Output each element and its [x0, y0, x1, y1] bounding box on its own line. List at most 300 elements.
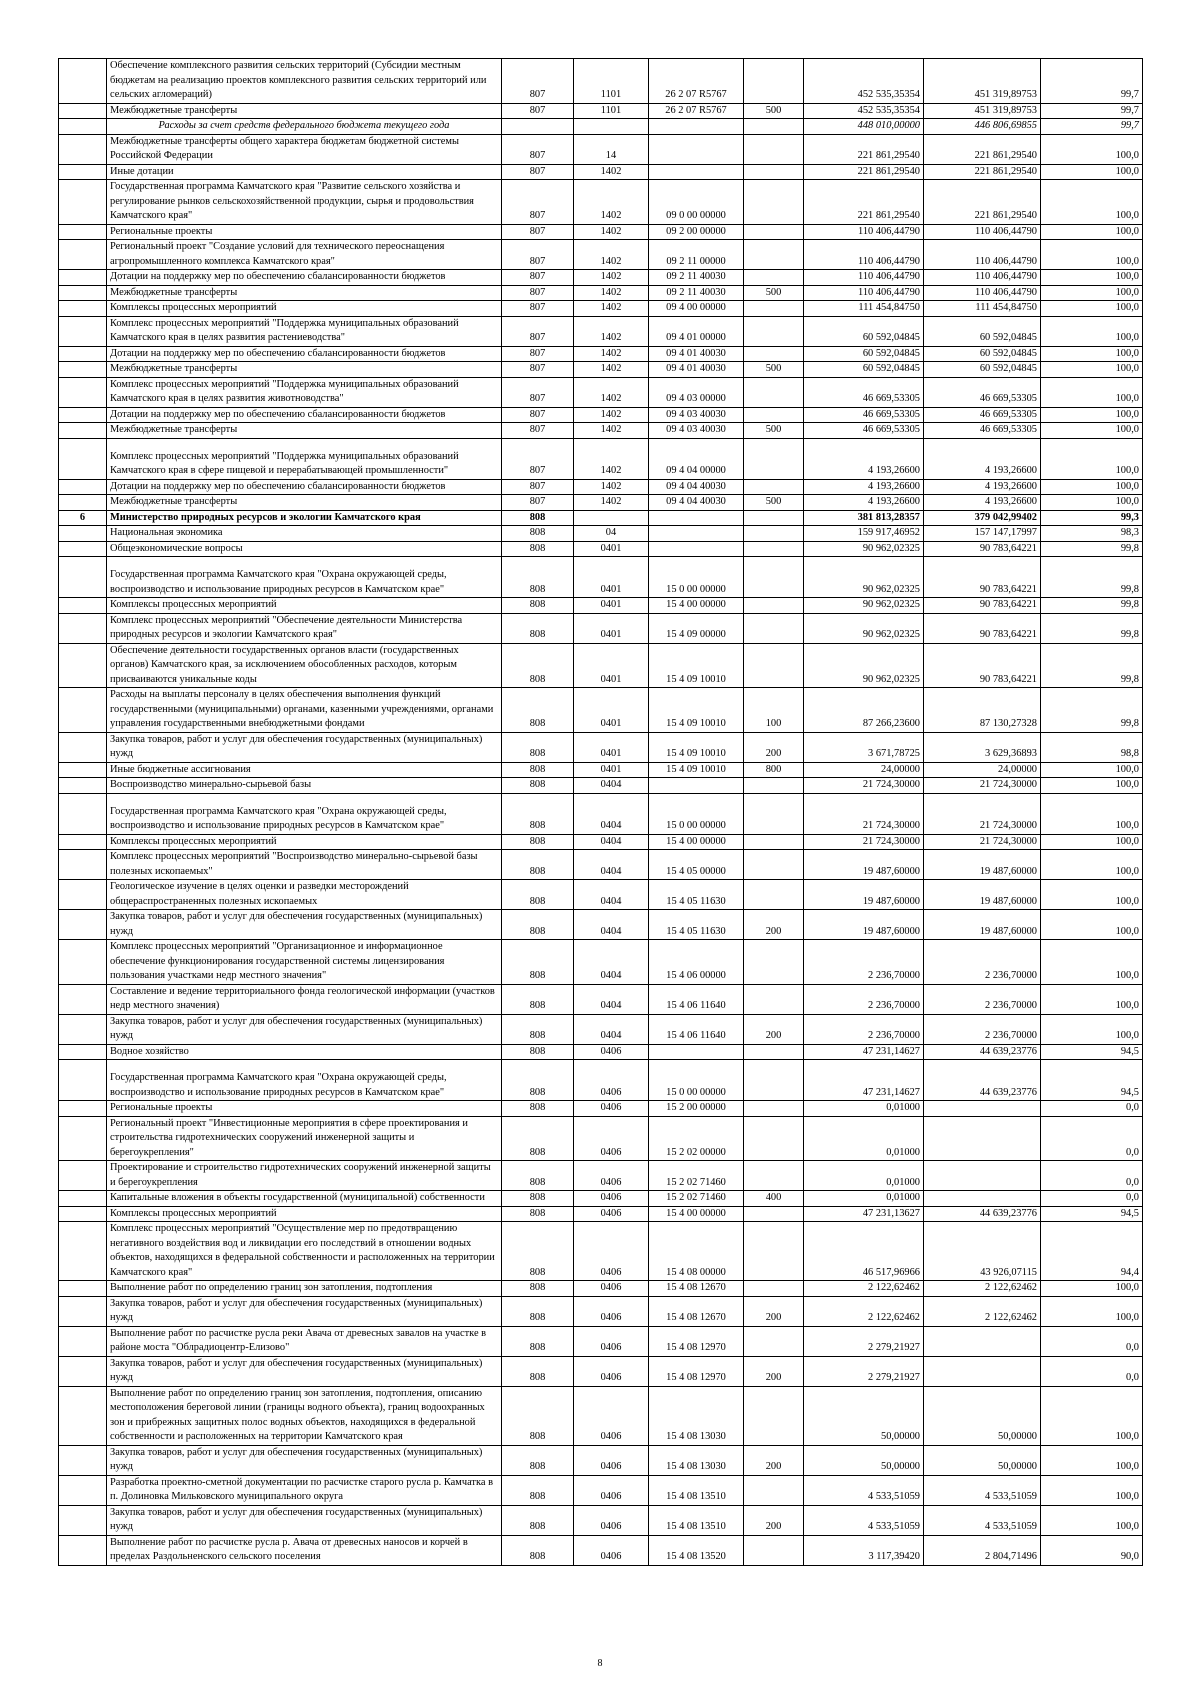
table-row	[59, 407, 1143, 423]
section-code-cell: 0404	[574, 880, 649, 910]
planned-amount-cell: 19 487,60000	[804, 880, 924, 910]
target-article-cell	[649, 164, 744, 180]
expense-type-cell	[744, 1060, 804, 1101]
row-number-cell	[59, 362, 107, 378]
expense-name-cell: Комплекс процессных мероприятий "Воспроизводство минерально-сырьевой базы полезных ископаемых"	[107, 850, 502, 880]
department-code-cell: 808	[502, 1326, 574, 1356]
actual-amount-cell: 19 487,60000	[924, 910, 1041, 940]
expense-name-cell: Комплекс процессных мероприятий "Поддержка муниципальных образований Камчатского края в целях развития растениеводства"	[107, 316, 502, 346]
target-article-cell: 09 2 11 40030	[649, 285, 744, 301]
expense-name-cell: Составление и ведение территориального фонда геологической информации (участков недр местного значения)	[107, 984, 502, 1014]
table-row	[59, 479, 1143, 495]
target-article-cell: 09 4 03 40030	[649, 423, 744, 439]
expense-name-cell: Государственная программа Камчатского края "Охрана окружающей среды, воспроизводство и использование природных ресурсов в Камчатском крае"	[107, 1060, 502, 1101]
target-article-cell: 15 2 02 00000	[649, 1116, 744, 1161]
row-number-cell	[59, 164, 107, 180]
table-row	[59, 316, 1143, 346]
target-article-cell	[649, 526, 744, 542]
section-code-cell: 1402	[574, 423, 649, 439]
department-code-cell: 808	[502, 1445, 574, 1475]
planned-amount-cell: 3 117,39420	[804, 1535, 924, 1565]
target-article-cell: 09 4 04 00000	[649, 438, 744, 479]
expense-name-cell: Закупка товаров, работ и услуг для обеспечения государственных (муниципальных) нужд	[107, 1356, 502, 1386]
table-row	[59, 541, 1143, 557]
execution-percent-cell: 98,3	[1041, 526, 1143, 542]
target-article-cell: 09 4 04 40030	[649, 495, 744, 511]
row-number-cell	[59, 850, 107, 880]
execution-percent-cell: 99,7	[1041, 59, 1143, 104]
execution-percent-cell: 100,0	[1041, 495, 1143, 511]
planned-amount-cell: 110 406,44790	[804, 224, 924, 240]
actual-amount-cell: 110 406,44790	[924, 240, 1041, 270]
actual-amount-cell	[924, 1191, 1041, 1207]
planned-amount-cell: 19 487,60000	[804, 910, 924, 940]
section-code-cell: 0404	[574, 984, 649, 1014]
planned-amount-cell: 111 454,84750	[804, 301, 924, 317]
actual-amount-cell: 2 122,62462	[924, 1296, 1041, 1326]
expense-name-cell: Выполнение работ по расчистке русла реки Авача от древесных завалов на участке в районе моста "Облрадиоцентр-Елизово"	[107, 1326, 502, 1356]
section-code-cell: 0404	[574, 850, 649, 880]
section-code-cell: 1402	[574, 180, 649, 225]
table-row	[59, 1475, 1143, 1505]
expense-name-cell: Обеспечение деятельности государственных органов власти (государственных органов) Камчатского края, за исключением обособленных расходов, которым присваиваются уникальные коды	[107, 643, 502, 688]
planned-amount-cell: 0,01000	[804, 1161, 924, 1191]
expense-type-cell	[744, 346, 804, 362]
row-number-cell	[59, 643, 107, 688]
expense-name-cell: Обеспечение комплексного развития сельских территорий (Субсидии местным бюджетам на реализацию проектов комплексного развития сельских территорий или сельских агломераций)	[107, 59, 502, 104]
row-number-cell	[59, 407, 107, 423]
execution-percent-cell: 90,0	[1041, 1535, 1143, 1565]
expense-name-cell: Закупка товаров, работ и услуг для обеспечения государственных (муниципальных) нужд	[107, 1505, 502, 1535]
department-code-cell: 808	[502, 850, 574, 880]
expense-type-cell	[744, 1044, 804, 1060]
row-number-cell	[59, 762, 107, 778]
planned-amount-cell: 60 592,04845	[804, 362, 924, 378]
table-row	[59, 940, 1143, 985]
planned-amount-cell: 4 193,26600	[804, 479, 924, 495]
execution-percent-cell: 99,7	[1041, 119, 1143, 135]
execution-percent-cell: 100,0	[1041, 423, 1143, 439]
section-code-cell: 0401	[574, 688, 649, 733]
target-article-cell: 26 2 07 R5767	[649, 59, 744, 104]
expense-name-cell: Геологическое изучение в целях оценки и разведки месторождений общераспространенных полезных ископаемых	[107, 880, 502, 910]
planned-amount-cell: 47 231,14627	[804, 1044, 924, 1060]
row-number-cell	[59, 880, 107, 910]
expense-type-cell	[744, 1535, 804, 1565]
department-code-cell: 807	[502, 59, 574, 104]
planned-amount-cell: 90 962,02325	[804, 643, 924, 688]
execution-percent-cell: 100,0	[1041, 134, 1143, 164]
expense-name-cell: Закупка товаров, работ и услуг для обеспечения государственных (муниципальных) нужд	[107, 910, 502, 940]
expense-type-cell	[744, 377, 804, 407]
department-code-cell: 807	[502, 316, 574, 346]
row-number-cell	[59, 984, 107, 1014]
planned-amount-cell: 46 669,53305	[804, 407, 924, 423]
table-row	[59, 240, 1143, 270]
row-number-cell	[59, 688, 107, 733]
expense-name-cell: Закупка товаров, работ и услуг для обеспечения государственных (муниципальных) нужд	[107, 1014, 502, 1044]
actual-amount-cell: 19 487,60000	[924, 850, 1041, 880]
department-code-cell: 808	[502, 1101, 574, 1117]
target-article-cell: 15 4 08 12970	[649, 1326, 744, 1356]
section-code-cell: 0406	[574, 1475, 649, 1505]
section-code-cell: 0406	[574, 1116, 649, 1161]
actual-amount-cell: 2 236,70000	[924, 984, 1041, 1014]
actual-amount-cell: 4 533,51059	[924, 1475, 1041, 1505]
target-article-cell: 15 4 08 13510	[649, 1505, 744, 1535]
target-article-cell: 15 0 00 00000	[649, 557, 744, 598]
expense-name-cell: Комплекс процессных мероприятий "Осуществление мер по предотвращению негативного воздействия вод и ликвидации его последствий в отношении водных объектов, находящихся в федеральной собственности и расположенных на территории Камчатского края"	[107, 1222, 502, 1281]
section-code-cell: 0401	[574, 541, 649, 557]
expense-type-cell: 200	[744, 1445, 804, 1475]
table-row	[59, 1505, 1143, 1535]
row-number-cell: 6	[59, 510, 107, 526]
execution-percent-cell: 100,0	[1041, 362, 1143, 378]
section-code-cell: 0404	[574, 940, 649, 985]
expense-type-cell: 400	[744, 1191, 804, 1207]
execution-percent-cell: 100,0	[1041, 762, 1143, 778]
department-code-cell: 807	[502, 495, 574, 511]
target-article-cell: 09 4 01 40030	[649, 362, 744, 378]
execution-percent-cell: 100,0	[1041, 407, 1143, 423]
department-code-cell: 808	[502, 1296, 574, 1326]
execution-percent-cell: 94,5	[1041, 1206, 1143, 1222]
expense-name-cell: Министерство природных ресурсов и экологии Камчатского края	[107, 510, 502, 526]
execution-percent-cell: 100,0	[1041, 164, 1143, 180]
table-row	[59, 346, 1143, 362]
department-code-cell: 808	[502, 1281, 574, 1297]
expense-type-cell	[744, 526, 804, 542]
expense-type-cell	[744, 834, 804, 850]
table-row	[59, 1161, 1143, 1191]
section-code-cell: 1402	[574, 346, 649, 362]
target-article-cell: 15 4 00 00000	[649, 834, 744, 850]
department-code-cell: 808	[502, 778, 574, 794]
expense-name-cell: Межбюджетные трансферты	[107, 103, 502, 119]
table-row	[59, 59, 1143, 104]
execution-percent-cell: 100,0	[1041, 940, 1143, 985]
row-number-cell	[59, 793, 107, 834]
actual-amount-cell: 44 639,23776	[924, 1206, 1041, 1222]
row-number-cell	[59, 423, 107, 439]
section-code-cell: 0401	[574, 643, 649, 688]
section-code-cell: 0406	[574, 1505, 649, 1535]
table-row	[59, 1206, 1143, 1222]
planned-amount-cell: 60 592,04845	[804, 316, 924, 346]
execution-percent-cell: 100,0	[1041, 1505, 1143, 1535]
target-article-cell: 15 4 00 00000	[649, 598, 744, 614]
expense-type-cell	[744, 270, 804, 286]
execution-percent-cell: 99,8	[1041, 613, 1143, 643]
department-code-cell: 808	[502, 1222, 574, 1281]
expense-type-cell	[744, 880, 804, 910]
expense-type-cell	[744, 301, 804, 317]
row-number-cell	[59, 834, 107, 850]
expense-type-cell	[744, 643, 804, 688]
page-number: 8	[597, 1658, 603, 1669]
section-code-cell: 1402	[574, 270, 649, 286]
table-row	[59, 557, 1143, 598]
department-code-cell: 807	[502, 240, 574, 270]
section-code-cell: 0406	[574, 1296, 649, 1326]
section-code-cell: 0406	[574, 1535, 649, 1565]
row-number-cell	[59, 1326, 107, 1356]
section-code-cell: 0406	[574, 1101, 649, 1117]
expense-type-cell: 200	[744, 1505, 804, 1535]
actual-amount-cell: 19 487,60000	[924, 880, 1041, 910]
table-row	[59, 1222, 1143, 1281]
table-row	[59, 793, 1143, 834]
target-article-cell: 15 0 00 00000	[649, 793, 744, 834]
actual-amount-cell	[924, 1356, 1041, 1386]
actual-amount-cell: 50,00000	[924, 1445, 1041, 1475]
expense-type-cell	[744, 224, 804, 240]
section-code-cell: 0401	[574, 762, 649, 778]
department-code-cell: 808	[502, 1386, 574, 1445]
table-row	[59, 103, 1143, 119]
planned-amount-cell: 2 236,70000	[804, 940, 924, 985]
expense-name-cell: Комплекс процессных мероприятий "Организационное и информационное обеспечение функционирования государственной системы лицензирования пользования участками недр местного значения"	[107, 940, 502, 985]
department-code-cell: 807	[502, 164, 574, 180]
expense-type-cell	[744, 134, 804, 164]
department-code-cell: 808	[502, 557, 574, 598]
execution-percent-cell: 99,8	[1041, 643, 1143, 688]
planned-amount-cell: 452 535,35354	[804, 59, 924, 104]
actual-amount-cell: 46 669,53305	[924, 377, 1041, 407]
department-code-cell: 808	[502, 526, 574, 542]
expense-type-cell	[744, 1101, 804, 1117]
expense-type-cell: 200	[744, 1296, 804, 1326]
actual-amount-cell: 90 783,64221	[924, 613, 1041, 643]
target-article-cell: 15 2 02 71460	[649, 1191, 744, 1207]
execution-percent-cell: 100,0	[1041, 479, 1143, 495]
expense-type-cell	[744, 984, 804, 1014]
planned-amount-cell: 2 122,62462	[804, 1296, 924, 1326]
section-code-cell: 0404	[574, 1014, 649, 1044]
actual-amount-cell	[924, 1101, 1041, 1117]
section-code-cell: 0401	[574, 732, 649, 762]
expense-name-cell: Межбюджетные трансферты общего характера бюджетам бюджетной системы Российской Федерации	[107, 134, 502, 164]
expense-type-cell: 100	[744, 688, 804, 733]
table-row	[59, 598, 1143, 614]
department-code-cell: 807	[502, 362, 574, 378]
actual-amount-cell: 43 926,07115	[924, 1222, 1041, 1281]
department-code-cell: 808	[502, 613, 574, 643]
section-code-cell: 0406	[574, 1326, 649, 1356]
table-row	[59, 134, 1143, 164]
target-article-cell: 09 4 04 40030	[649, 479, 744, 495]
department-code-cell: 808	[502, 1505, 574, 1535]
section-code-cell: 0406	[574, 1222, 649, 1281]
target-article-cell: 15 4 09 10010	[649, 732, 744, 762]
expense-type-cell	[744, 1475, 804, 1505]
row-number-cell	[59, 1505, 107, 1535]
department-code-cell: 808	[502, 940, 574, 985]
execution-percent-cell: 100,0	[1041, 346, 1143, 362]
department-code-cell: 807	[502, 301, 574, 317]
row-number-cell	[59, 495, 107, 511]
row-number-cell	[59, 346, 107, 362]
target-article-cell: 15 4 08 13520	[649, 1535, 744, 1565]
target-article-cell: 09 2 11 00000	[649, 240, 744, 270]
actual-amount-cell: 110 406,44790	[924, 285, 1041, 301]
expense-type-cell	[744, 541, 804, 557]
expense-type-cell	[744, 119, 804, 135]
target-article-cell: 15 4 06 11640	[649, 984, 744, 1014]
expense-name-cell: Национальная экономика	[107, 526, 502, 542]
planned-amount-cell: 221 861,29540	[804, 164, 924, 180]
target-article-cell	[649, 541, 744, 557]
row-number-cell	[59, 1044, 107, 1060]
section-code-cell: 1101	[574, 59, 649, 104]
section-code-cell: 1402	[574, 301, 649, 317]
department-code-cell: 807	[502, 377, 574, 407]
department-code-cell: 808	[502, 834, 574, 850]
planned-amount-cell: 2 236,70000	[804, 1014, 924, 1044]
row-number-cell	[59, 613, 107, 643]
planned-amount-cell: 46 517,96966	[804, 1222, 924, 1281]
table-row	[59, 1386, 1143, 1445]
expense-type-cell	[744, 793, 804, 834]
target-article-cell: 09 4 03 40030	[649, 407, 744, 423]
expense-name-cell: Разработка проектно-сметной документации по расчистке старого русла р. Камчатка в п. Долиновка Мильковского муниципального округа	[107, 1475, 502, 1505]
target-article-cell: 09 4 00 00000	[649, 301, 744, 317]
actual-amount-cell: 221 861,29540	[924, 134, 1041, 164]
row-number-cell	[59, 59, 107, 104]
section-code-cell	[574, 119, 649, 135]
section-code-cell: 1402	[574, 407, 649, 423]
department-code-cell: 807	[502, 479, 574, 495]
department-code-cell: 808	[502, 1356, 574, 1386]
target-article-cell: 15 4 08 00000	[649, 1222, 744, 1281]
expense-type-cell	[744, 240, 804, 270]
expense-name-cell: Государственная программа Камчатского края "Охрана окружающей среды, воспроизводство и использование природных ресурсов в Камчатском крае"	[107, 557, 502, 598]
execution-percent-cell: 100,0	[1041, 270, 1143, 286]
row-number-cell	[59, 1356, 107, 1386]
expense-name-cell: Дотации на поддержку мер по обеспечению сбалансированности бюджетов	[107, 346, 502, 362]
row-number-cell	[59, 479, 107, 495]
section-code-cell: 0401	[574, 598, 649, 614]
expense-name-cell: Выполнение работ по расчистке русла р. Авача от древесных наносов и корчей в пределах Раздольненского сельского поселения	[107, 1535, 502, 1565]
actual-amount-cell: 2 122,62462	[924, 1281, 1041, 1297]
actual-amount-cell: 46 669,53305	[924, 423, 1041, 439]
table-row	[59, 224, 1143, 240]
target-article-cell: 15 4 09 10010	[649, 688, 744, 733]
row-number-cell	[59, 940, 107, 985]
table-row	[59, 732, 1143, 762]
row-number-cell	[59, 224, 107, 240]
row-number-cell	[59, 1475, 107, 1505]
table-row	[59, 613, 1143, 643]
department-code-cell: 808	[502, 762, 574, 778]
row-number-cell	[59, 1191, 107, 1207]
actual-amount-cell: 221 861,29540	[924, 180, 1041, 225]
department-code-cell: 808	[502, 732, 574, 762]
execution-percent-cell: 100,0	[1041, 285, 1143, 301]
planned-amount-cell: 21 724,30000	[804, 834, 924, 850]
budget-sheet	[58, 58, 1142, 1566]
expense-type-cell	[744, 1222, 804, 1281]
target-article-cell	[649, 134, 744, 164]
table-row	[59, 1044, 1143, 1060]
planned-amount-cell: 448 010,00000	[804, 119, 924, 135]
actual-amount-cell: 87 130,27328	[924, 688, 1041, 733]
execution-percent-cell: 94,5	[1041, 1060, 1143, 1101]
section-code-cell: 1402	[574, 316, 649, 346]
planned-amount-cell: 21 724,30000	[804, 778, 924, 794]
execution-percent-cell: 99,8	[1041, 557, 1143, 598]
planned-amount-cell: 21 724,30000	[804, 793, 924, 834]
expense-type-cell: 500	[744, 495, 804, 511]
target-article-cell: 15 4 06 00000	[649, 940, 744, 985]
actual-amount-cell: 90 783,64221	[924, 557, 1041, 598]
target-article-cell: 09 0 00 00000	[649, 180, 744, 225]
row-number-cell	[59, 316, 107, 346]
row-number-cell	[59, 1116, 107, 1161]
section-code-cell: 0406	[574, 1356, 649, 1386]
execution-percent-cell: 100,0	[1041, 793, 1143, 834]
row-number-cell	[59, 134, 107, 164]
table-row	[59, 164, 1143, 180]
actual-amount-cell: 110 406,44790	[924, 224, 1041, 240]
target-article-cell: 15 4 09 10010	[649, 762, 744, 778]
expense-type-cell	[744, 1386, 804, 1445]
table-row	[59, 377, 1143, 407]
row-number-cell	[59, 526, 107, 542]
department-code-cell: 807	[502, 224, 574, 240]
planned-amount-cell: 3 671,78725	[804, 732, 924, 762]
row-number-cell	[59, 180, 107, 225]
row-number-cell	[59, 270, 107, 286]
target-article-cell: 15 4 08 13030	[649, 1445, 744, 1475]
actual-amount-cell: 446 806,69855	[924, 119, 1041, 135]
planned-amount-cell: 19 487,60000	[804, 850, 924, 880]
table-row	[59, 1445, 1143, 1475]
section-code-cell: 0406	[574, 1161, 649, 1191]
department-code-cell: 808	[502, 643, 574, 688]
row-number-cell	[59, 1222, 107, 1281]
row-number-cell	[59, 1014, 107, 1044]
row-number-cell	[59, 1206, 107, 1222]
expense-type-cell	[744, 1116, 804, 1161]
execution-percent-cell: 100,0	[1041, 834, 1143, 850]
expense-name-cell: Комплексы процессных мероприятий	[107, 1206, 502, 1222]
expense-name-cell: Комплексы процессных мероприятий	[107, 301, 502, 317]
planned-amount-cell: 110 406,44790	[804, 285, 924, 301]
planned-amount-cell: 90 962,02325	[804, 613, 924, 643]
planned-amount-cell: 110 406,44790	[804, 240, 924, 270]
expense-type-cell: 500	[744, 423, 804, 439]
expense-type-cell	[744, 778, 804, 794]
row-number-cell	[59, 119, 107, 135]
expense-name-cell: Комплекс процессных мероприятий "Обеспечение деятельности Министерства природных ресурсов и экологии Камчатского края"	[107, 613, 502, 643]
actual-amount-cell: 90 783,64221	[924, 643, 1041, 688]
table-row	[59, 1101, 1143, 1117]
section-code-cell: 14	[574, 134, 649, 164]
department-code-cell: 807	[502, 134, 574, 164]
expense-type-cell	[744, 438, 804, 479]
table-row	[59, 643, 1143, 688]
planned-amount-cell: 47 231,13627	[804, 1206, 924, 1222]
actual-amount-cell: 44 639,23776	[924, 1060, 1041, 1101]
actual-amount-cell: 21 724,30000	[924, 793, 1041, 834]
budget-table-body	[59, 59, 1143, 1566]
planned-amount-cell: 221 861,29540	[804, 134, 924, 164]
execution-percent-cell: 99,7	[1041, 103, 1143, 119]
target-article-cell: 09 4 01 00000	[649, 316, 744, 346]
actual-amount-cell	[924, 1161, 1041, 1191]
target-article-cell: 15 4 05 11630	[649, 910, 744, 940]
